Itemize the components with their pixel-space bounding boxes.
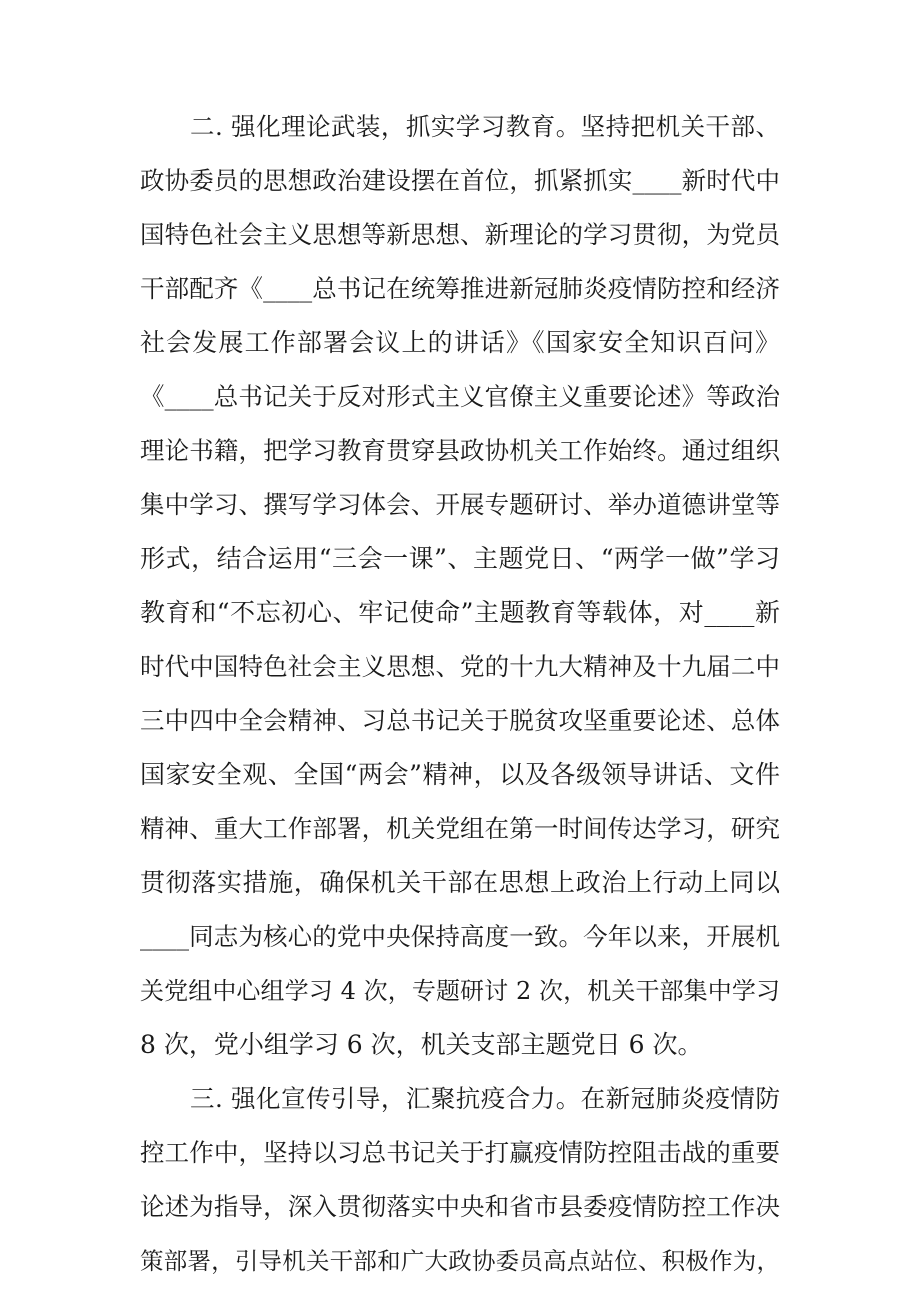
text-line: 理论书籍，把学习教育贯穿县政协机关工作始终。通过组织	[140, 436, 780, 465]
text-line: 教育和“不忘初心、牢记使命”主题教育等载体，对____新	[140, 598, 780, 627]
text-line: 形式，结合运用“三会一课”、主题党日、“两学一做”学习	[140, 544, 780, 573]
text-line: 论述为指导，深入贯彻落实中央和省市县委疫情防控工作决	[140, 1192, 780, 1221]
text-line: 社会发展工作部署会议上的讲话》《国家安全知识百问》	[140, 328, 780, 357]
text-line: 贯彻落实措施，确保机关干部在思想上政治上行动上同以	[140, 868, 780, 897]
text-line: 国家安全观、全国“两会”精神，以及各级领导讲话、文件	[140, 760, 780, 789]
text-line: 关党组中心组学习 4 次，专题研讨 2 次，机关干部集中学习	[140, 977, 780, 1005]
text-line: 8 次，党小组学习 6 次，机关支部主题党日 6 次。	[140, 1030, 703, 1059]
text-line: 干部配齐《____总书记在统筹推进新冠肺炎疫情防控和经济	[140, 274, 780, 303]
text-line: 三. 强化宣传引导，汇聚抗疫合力。在新冠肺炎疫情防	[190, 1084, 780, 1113]
document-body	[140, 100, 780, 1288]
text-line: 《____总书记关于反对形式主义官僚主义重要论述》等政治	[140, 382, 780, 411]
text-line: 国特色社会主义思想等新思想、新理论的学习贯彻，为党员	[140, 220, 780, 249]
text-line: 精神、重大工作部署，机关党组在第一时间传达学习，研究	[140, 814, 780, 843]
text-line: 控工作中，坚持以习总书记关于打赢疫情防控阻击战的重要	[140, 1138, 780, 1167]
text-line: 三中四中全会精神、习总书记关于脱贫攻坚重要论述、总体	[140, 706, 780, 735]
text-line: 策部署，引导机关干部和广大政协委员高点站位、积极作为，	[140, 1247, 780, 1275]
text-line: 二. 强化理论武装，抓实学习教育。坚持把机关干部、	[190, 112, 780, 141]
paragraph-3	[140, 1072, 780, 1288]
text-line: 时代中国特色社会主义思想、党的十九大精神及十九届二中	[140, 652, 780, 681]
paragraph-2	[140, 100, 780, 1072]
text-line: 集中学习、撰写学习体会、开展专题研讨、举办道德讲堂等	[140, 490, 780, 519]
text-line: 政协委员的思想政治建设摆在首位，抓紧抓实____新时代中	[140, 166, 780, 195]
text-line: ____同志为核心的党中央保持高度一致。今年以来，开展机	[140, 922, 780, 951]
